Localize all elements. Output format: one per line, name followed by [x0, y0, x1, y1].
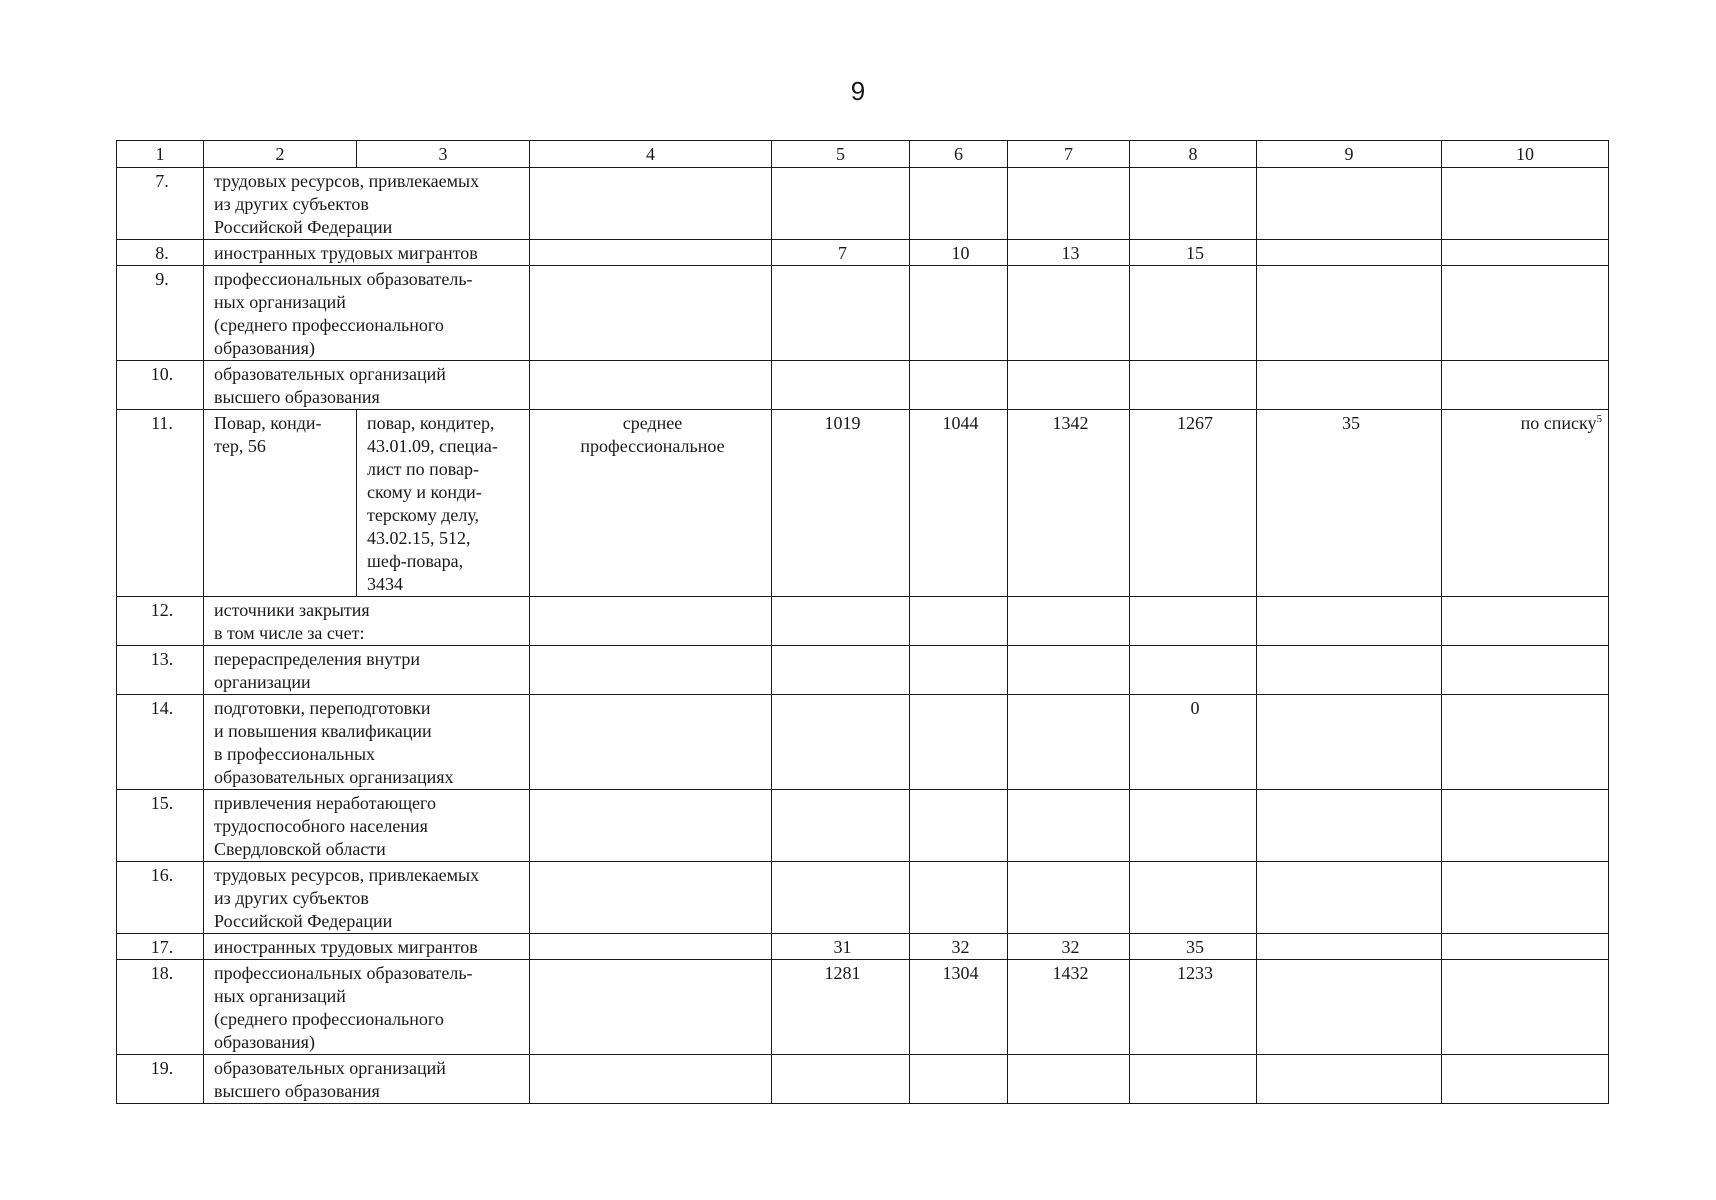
education-cell — [530, 695, 772, 790]
value-cell-8 — [1130, 266, 1257, 361]
value-cell-10 — [1442, 597, 1609, 646]
value-cell-6 — [910, 168, 1008, 240]
value-cell-5 — [772, 1055, 910, 1104]
value-cell-8 — [1130, 790, 1257, 862]
table-row — [117, 695, 1609, 790]
value-cell-7 — [1008, 790, 1130, 862]
value-cell-6 — [910, 1055, 1008, 1104]
value-cell-9 — [1257, 597, 1442, 646]
source-description: трудовых ресурсов, привлекаемых из других субъектов Российской Федерации — [204, 168, 530, 240]
source-description: источники закрытия в том числе за счет: — [204, 597, 530, 646]
value-cell-5 — [772, 266, 910, 361]
value-cell-9 — [1257, 266, 1442, 361]
source-description: образовательных организаций высшего образования — [204, 1055, 530, 1104]
value-cell-10 — [1442, 790, 1609, 862]
table-row — [117, 266, 1609, 361]
source-description: подготовки, переподготовки и повышения квалификации в профессиональных образовательных организациях — [204, 695, 530, 790]
value-cell-9 — [1257, 646, 1442, 695]
value-cell-10: по списку$^5$ — [1442, 410, 1609, 597]
row-number: 17. — [117, 934, 204, 960]
table-row — [117, 934, 1609, 960]
page-number: 9 — [850, 76, 866, 106]
row-number: 16. — [117, 862, 204, 934]
value-cell-5: 1019 — [772, 410, 910, 597]
row-number: 11. — [117, 410, 204, 597]
value-cell-7: 1432 — [1008, 960, 1130, 1055]
table-body — [117, 168, 1609, 1104]
value-cell-8 — [1130, 1055, 1257, 1104]
value-cell-10 — [1442, 266, 1609, 361]
value-cell-5 — [772, 862, 910, 934]
value-cell-8: 15 — [1130, 240, 1257, 266]
value-cell-6 — [910, 695, 1008, 790]
row-number: 10. — [117, 361, 204, 410]
education-cell — [530, 266, 772, 361]
education-cell — [530, 1055, 772, 1104]
value-cell-7 — [1008, 597, 1130, 646]
value-cell-10 — [1442, 960, 1609, 1055]
value-cell-6: 1044 — [910, 410, 1008, 597]
table-row — [117, 410, 1609, 597]
value-cell-5: 31 — [772, 934, 910, 960]
value-cell-9 — [1257, 1055, 1442, 1104]
value-cell-10 — [1442, 168, 1609, 240]
row-number: 12. — [117, 597, 204, 646]
value-cell-6 — [910, 790, 1008, 862]
row-number: 15. — [117, 790, 204, 862]
value-cell-5 — [772, 646, 910, 695]
profession-cell: Повар, конди- тер, 56 — [204, 410, 357, 597]
value-cell-8 — [1130, 361, 1257, 410]
value-cell-8 — [1130, 862, 1257, 934]
value-cell-6 — [910, 646, 1008, 695]
row-number: 8. — [117, 240, 204, 266]
value-cell-5 — [772, 361, 910, 410]
table-row — [117, 168, 1609, 240]
education-cell — [530, 960, 772, 1055]
value-cell-9: 35 — [1257, 410, 1442, 597]
table-row — [117, 597, 1609, 646]
table-row — [117, 862, 1609, 934]
table-row — [117, 646, 1609, 695]
row-number: 18. — [117, 960, 204, 1055]
value-cell-5: 7 — [772, 240, 910, 266]
value-cell-7: 32 — [1008, 934, 1130, 960]
value-cell-7 — [1008, 266, 1130, 361]
value-cell-8: 35 — [1130, 934, 1257, 960]
value-cell-10 — [1442, 695, 1609, 790]
header-cell-8: 8 — [1130, 141, 1257, 168]
value-cell-9 — [1257, 240, 1442, 266]
source-description: иностранных трудовых мигрантов — [204, 240, 530, 266]
value-cell-6: 32 — [910, 934, 1008, 960]
education-cell — [530, 361, 772, 410]
footnote-mark: 5 — [1596, 413, 1602, 425]
source-description: профессиональных образователь- ных организаций (среднего профессионального образования) — [204, 960, 530, 1055]
value-cell-7 — [1008, 695, 1130, 790]
value-cell-7: 1342 — [1008, 410, 1130, 597]
value-cell-7 — [1008, 1055, 1130, 1104]
education-cell — [530, 646, 772, 695]
value-cell-6 — [910, 597, 1008, 646]
value-cell-10 — [1442, 361, 1609, 410]
value-cell-10 — [1442, 240, 1609, 266]
source-description: иностранных трудовых мигрантов — [204, 934, 530, 960]
value-cell-6: 1304 — [910, 960, 1008, 1055]
row-number: 9. — [117, 266, 204, 361]
source-description: привлечения неработающего трудоспособного населения Свердловской области — [204, 790, 530, 862]
value-cell-10 — [1442, 1055, 1609, 1104]
value-cell-6: 10 — [910, 240, 1008, 266]
value-cell-9 — [1257, 168, 1442, 240]
table-row — [117, 361, 1609, 410]
value-cell-8: 1233 — [1130, 960, 1257, 1055]
education-cell — [530, 790, 772, 862]
education-cell — [530, 240, 772, 266]
value-cell-7 — [1008, 168, 1130, 240]
data-table — [116, 140, 1609, 1104]
source-description: образовательных организаций высшего образования — [204, 361, 530, 410]
value-cell-10 — [1442, 862, 1609, 934]
education-cell — [530, 168, 772, 240]
specialty-cell: повар, кондитер, 43.01.09, специа- лист по повар- скому и конди- терскому делу, 43.02.15, 512, шеф-повара, 3434 — [357, 410, 530, 597]
value-cell-8: 0 — [1130, 695, 1257, 790]
value-cell-5 — [772, 695, 910, 790]
source-description: профессиональных образователь- ных организаций (среднего профессионального образования) — [204, 266, 530, 361]
value-cell-5 — [772, 168, 910, 240]
value-cell-5: 1281 — [772, 960, 910, 1055]
header-cell-9: 9 — [1257, 141, 1442, 168]
source-description: перераспределения внутри организации — [204, 646, 530, 695]
value-cell-9 — [1257, 361, 1442, 410]
education-cell — [530, 862, 772, 934]
value-cell-9 — [1257, 960, 1442, 1055]
header-cell-7: 7 — [1008, 141, 1130, 168]
header-cell-10: 10 — [1442, 141, 1609, 168]
education-cell — [530, 597, 772, 646]
table-row — [117, 790, 1609, 862]
table-row — [117, 240, 1609, 266]
value-cell-7 — [1008, 862, 1130, 934]
table-header — [117, 141, 1609, 168]
value-cell-9 — [1257, 862, 1442, 934]
value-cell-8 — [1130, 597, 1257, 646]
header-cell-6: 6 — [910, 141, 1008, 168]
value-cell-7 — [1008, 646, 1130, 695]
value-cell-7 — [1008, 361, 1130, 410]
value-cell-9 — [1257, 695, 1442, 790]
header-cell-5: 5 — [772, 141, 910, 168]
value-cell-9 — [1257, 790, 1442, 862]
value-cell-7: 13 — [1008, 240, 1130, 266]
value-cell-8 — [1130, 646, 1257, 695]
source-description: трудовых ресурсов, привлекаемых из других субъектов Российской Федерации — [204, 862, 530, 934]
row-number: 13. — [117, 646, 204, 695]
value-cell-10 — [1442, 646, 1609, 695]
header-cell-1: 1 — [117, 141, 204, 168]
value-cell-8 — [1130, 168, 1257, 240]
value-cell-6 — [910, 862, 1008, 934]
header-row — [117, 141, 1609, 168]
header-cell-3: 3 — [357, 141, 530, 168]
value-cell-6 — [910, 266, 1008, 361]
row-number: 19. — [117, 1055, 204, 1104]
education-cell: среднее профессиональное — [530, 410, 772, 597]
value-cell-10 — [1442, 934, 1609, 960]
value-cell-9 — [1257, 934, 1442, 960]
header-cell-4: 4 — [530, 141, 772, 168]
row-number: 7. — [117, 168, 204, 240]
value-cell-6 — [910, 361, 1008, 410]
table-row — [117, 960, 1609, 1055]
row-number: 14. — [117, 695, 204, 790]
header-cell-2: 2 — [204, 141, 357, 168]
education-cell — [530, 934, 772, 960]
value-cell-5 — [772, 790, 910, 862]
value-cell-5 — [772, 597, 910, 646]
value-cell-8: 1267 — [1130, 410, 1257, 597]
table-row — [117, 1055, 1609, 1104]
